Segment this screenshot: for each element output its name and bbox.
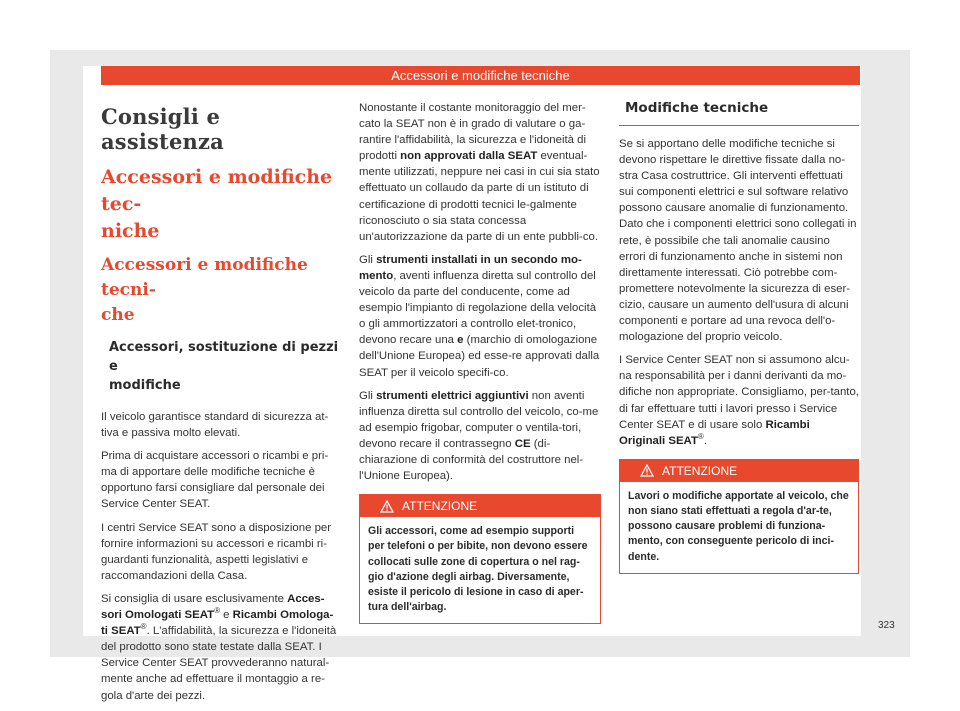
subsection-title-line2: che [101, 305, 135, 325]
section-title [101, 164, 339, 245]
registered-mark: ® [140, 622, 147, 632]
column-left [101, 96, 339, 711]
warning-triangle-icon [640, 464, 654, 477]
section-title-line1: Accessori e modifiche tec- [101, 166, 333, 215]
text-run: , aventi influenza diretta sul controllo del veicolo da parte del conducente, come ad esempio l'impianto di regolazione della velocità o gli ammortizzatori a controllo elet-tronico, devono recare una [359, 269, 597, 347]
text-run: non aventi influenza diretta sul controllo del veicolo, co-me ad esempio frigobar, computer o ventila-tori, devono recare il contrassegno [359, 389, 599, 450]
section-heading: Modifiche tecniche [619, 96, 859, 126]
subsection-title-line1: Accessori e modifiche tecni- [101, 255, 308, 300]
text-run: eventual-mente utilizzati, neppure nei casi in cui sia stato effettuato un collaudo da parte di un istituto di certificazione di prodotti tecnici le-galmente riconosciuto o sia stata concessa un'autorizzazione da parte di un ente pubbli-co. [359, 150, 600, 243]
text-run: Gli [359, 389, 377, 402]
paragraph [359, 252, 601, 381]
text-run: . L'affidabilità, la sicurezza e l'idoneità del prodotto sono state testate dalla SEAT. I Service Center SEAT provvederanno natural-mente anche ad effettuare il montaggio a re-gola d'arte dei pezzi. [101, 625, 337, 702]
text-run: Gli [359, 253, 377, 266]
text-run: Si consiglia di usare esclusivamente [101, 592, 288, 605]
warning-box [359, 494, 601, 624]
section-title-line2: niche [101, 220, 160, 242]
topic-title-line2: modifiche [109, 378, 181, 393]
column-right [619, 96, 859, 574]
subsection-title [101, 253, 339, 328]
text-run: (marchio di omologazione dell'Unione Europea) ed esse-re approvati dalla SEAT per il veicolo specifi-co. [359, 334, 600, 379]
paragraph [619, 352, 859, 449]
text-run: (di-chiarazione di conformità del costruttore nel-l'Unione Europea). [359, 437, 584, 483]
registered-mark: ® [214, 606, 220, 616]
paragraph: I centri Service SEAT sono a disposizione per fornire informazioni su accessori e ricambi ri-guardanti funzionalità, aspetti legislativi e raccomandazioni della Casa. [101, 521, 332, 582]
chapter-title: Consigli e assistenza [101, 104, 224, 154]
section-header-bar: Accessori e modifiche tecniche [101, 66, 860, 85]
warning-title: ATTENZIONE [662, 463, 738, 478]
bold-run: Ricambi Originali SEAT [619, 418, 810, 447]
paragraph [101, 591, 339, 704]
topic-title [101, 338, 339, 395]
text-run: I Service Center SEAT non si assumono alcu-na responsabilità per i danni derivanti da mo-difiche non appropriate. Consigliamo, per-tanto, di far effettuare tutti i lavori presso i Service Center SEAT e di usare solo [619, 354, 859, 431]
bold-run: strumenti elettrici aggiuntivi [376, 389, 529, 402]
warning-text: Gli accessori, come ad esempio supporti per telefoni o per bibite, non devono essere collocati sulle zone di copertura o nel rag-gio d'azione degli airbag. Diversamente, esiste il pericolo di lesione in caso di aper-tura dell'airbag. [368, 525, 588, 614]
warning-box [619, 459, 859, 574]
bold-run: strumenti installati in un secondo mo-mento [359, 253, 582, 282]
paragraph [359, 100, 601, 245]
text-run: Nonostante il costante monitoraggio del mer-cato la SEAT non è in grado di valutare o ga-rantire l'affidabilità, la sicurezza e l'idoneità di prodotti [359, 102, 587, 163]
paragraph [359, 388, 601, 485]
paragraph: Il veicolo garantisce standard di sicurezza at-tiva e passiva molto elevati. [101, 411, 329, 440]
paragraph: Se si apportano delle modifiche tecniche si devono rispettare le direttive fissate dalla no-stra Casa costruttrice. Gli interventi effettuati sui componenti elettrici e sul software relativo possono causare anomalie di funzionamento. Dato che i componenti elettrici sono collegati in rete, è possibile che tali anomalie causino errori di funzionamento anche in sistemi non direttamente interessati. Ciò potrebbe com-promettere notevolmente la sicurezza di eser-cizio, causare un aumento dell'usura di alcuni componenti e portare ad una revoca dell'o-mologazione del proprio veicolo. [619, 138, 857, 344]
column-middle [359, 100, 601, 624]
text-run: e [219, 609, 233, 622]
warning-header [620, 460, 858, 482]
text-run: . [703, 434, 707, 447]
warning-header [360, 495, 600, 517]
warning-title: ATTENZIONE [402, 499, 478, 514]
bold-run: CE [514, 437, 531, 450]
bold-run: e [457, 334, 464, 347]
bold-run: non approvati dalla SEAT [400, 150, 538, 163]
topic-title-line1: Accessori, sostituzione di pezzi e [109, 340, 339, 374]
bold-run: Acces-sori Omologati SEAT [101, 592, 325, 622]
warning-text: Lavori o modifiche apportate al veicolo, che non siano stati effettuati a regola d'ar-te, possono causare problemi di funziona-mento, con conseguente pericolo di inci-dente. [628, 489, 849, 563]
page-number: 323 [878, 620, 895, 631]
paragraph: Prima di acquistare accessori o ricambi e pri-ma di apportare delle modifiche tecniche è opportuno farsi consigliare dal personale dei Service Center SEAT. [101, 450, 329, 511]
warning-triangle-icon [380, 500, 394, 513]
registered-mark: ® [697, 431, 704, 441]
bold-run: Ricambi Omologa-ti SEAT [101, 609, 334, 638]
